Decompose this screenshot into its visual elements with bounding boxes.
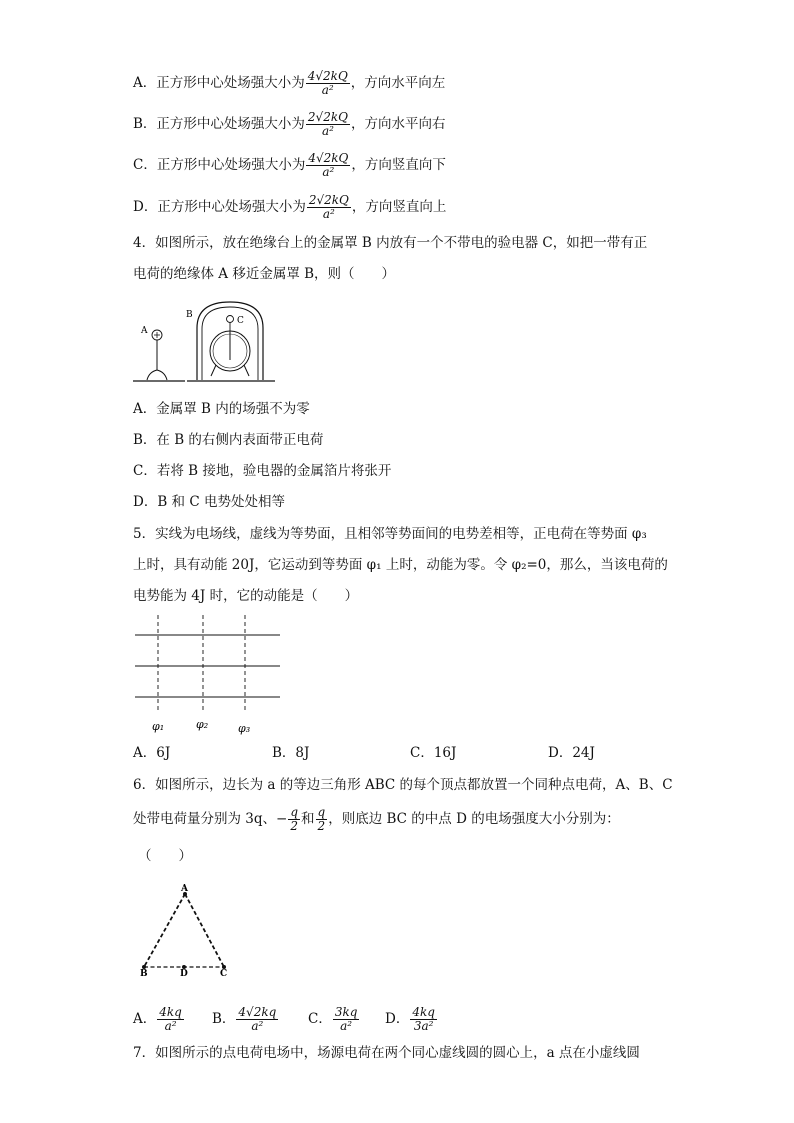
q6-option-d: D． $\frac{4kq}{\text{3a²}}$: [385, 1005, 435, 1033]
q3-option-c: C．正方形中心处场强大小为 $\frac{4√2kQ}{\text{a²}}$ ，方向竖直向下: [133, 151, 446, 179]
q4-option-b: B．在 B 的右侧内表面带正电荷: [133, 432, 324, 448]
q4-stem-line1: 4．如图所示，放在绝缘台上的金属罩 B 内放有一个不带电的验电器 C，如把一带有正: [133, 235, 648, 251]
label-d: D: [180, 969, 188, 979]
label-c: C: [220, 969, 228, 979]
label-b: B: [140, 969, 148, 979]
q7-stem-line1: 7．如图所示的点电荷电场中，场源电荷在两个同心虚线圆的圆心上，a 点在小虚线圆: [133, 1045, 640, 1061]
q4-option-c: C．若将 B 接地，验电器的金属箔片将张开: [133, 463, 392, 479]
insulator-a: [133, 326, 185, 381]
q3-option-b: B．正方形中心处场强大小为 $\frac{2√2kQ}{\text{a²}}$ ，方向水平向右: [133, 110, 446, 138]
q6-option-c: C． $\frac{3kq}{\text{a²}}$: [308, 1005, 358, 1033]
q5-figure: [130, 612, 290, 737]
q5-stem-line3: 电势能为 4J 时，它的动能是（ ）: [133, 588, 359, 604]
label-b: B: [186, 310, 193, 320]
q5-option-b: B．8J: [272, 745, 310, 761]
equipotential-lines: [158, 615, 245, 710]
q5-option-c: C．16J: [410, 745, 457, 761]
field-lines: [135, 635, 280, 697]
q5-stem-line1: 5．实线为电场线，虚线为等势面，且相邻等势面间的电势差相等，正电荷在等势面 φ₃: [133, 526, 647, 542]
label-a: A: [141, 326, 148, 336]
q4-figure: [130, 298, 280, 386]
q5-option-a: A．6J: [133, 745, 171, 761]
label-c: C: [237, 316, 244, 326]
q4-option-a: A．金属罩 B 内的场强不为零: [133, 401, 310, 417]
q6-option-a: A． $\frac{4kq}{\text{a²}}$: [133, 1005, 182, 1033]
label-phi2: φ₂: [196, 718, 209, 731]
q4-option-d: D．B 和 C 电势处处相等: [133, 494, 285, 510]
q3-option-a: A．正方形中心处场强大小为 $\frac{4√2kQ}{\text{a²}}$ ，方向水平向左: [133, 69, 446, 97]
label-phi1: φ₁: [152, 720, 165, 733]
q6-stem-line3: （ ）: [138, 848, 192, 864]
label-phi3: φ₃: [238, 722, 251, 735]
q5-option-d: D．24J: [548, 745, 595, 761]
q4-stem-line2: 电荷的绝缘体 A 移近金属罩 B，则（ ）: [133, 266, 396, 282]
q6-stem-line1: 6．如图所示，边长为 a 的等边三角形 ABC 的每个顶点都放置一个同种点电荷，A、B、C: [133, 777, 673, 793]
label-a: A: [181, 884, 188, 894]
q5-stem-line2: 上时，具有动能 20J，它运动到等势面 φ₁ 上时，动能为零。令 φ₂=0，那么，当该电荷的: [133, 557, 668, 573]
q6-figure: [132, 880, 237, 980]
electroscope-c: [210, 316, 250, 377]
q6-stem-line2: 处带电荷量分别为 3q、− $\frac{q}{2}$ 和 $\frac{q}{2}$ ，则底边 BC 的中点 D 的电场强度大小分别为：: [133, 805, 620, 833]
q3-option-d: D．正方形中心处场强大小为 $\frac{2√2kQ}{\text{a²}}$ ，方向竖直向上: [133, 193, 447, 221]
q6-option-b: B． $\frac{4√2kq}{\text{a²}}$: [212, 1005, 277, 1033]
